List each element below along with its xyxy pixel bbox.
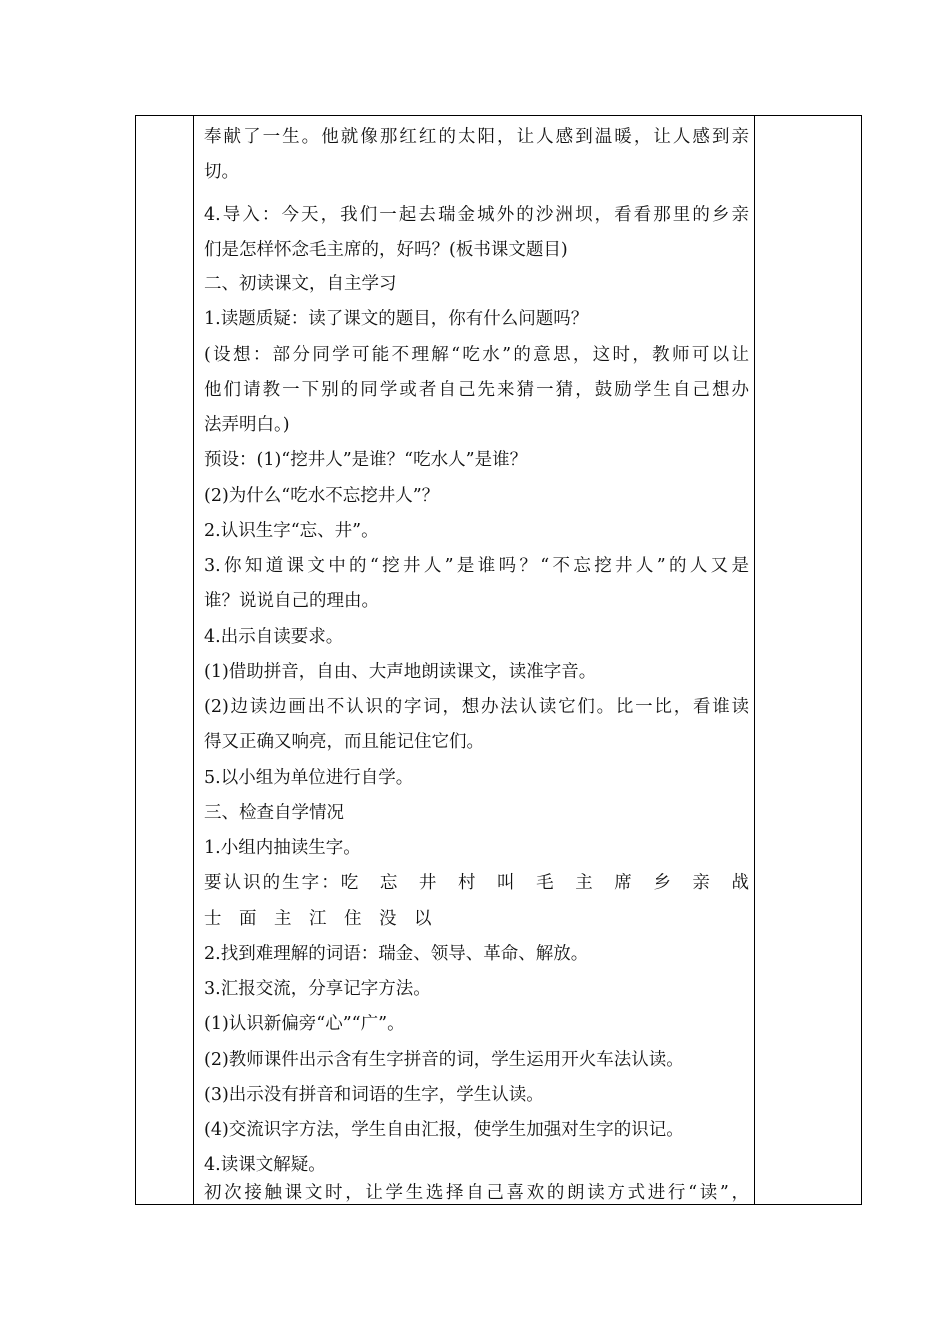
text-line: 切。: [204, 162, 239, 182]
text-line: 初次接触课文时，让学生选择自己喜欢的朗读方式进行“读”，: [204, 1183, 749, 1203]
text-line: 他们请教一下别的同学或者自己先来猜一猜，鼓励学生自己想办: [204, 380, 749, 400]
text-line: (2)为什么“吃水不忘挖井人”？: [204, 486, 440, 506]
text-line: 3.你知道课文中的“挖井人”是谁吗？“不忘挖井人”的人又是: [204, 556, 749, 576]
text-line: 4.读课文解疑。: [204, 1155, 326, 1175]
text-line: (3)出示没有拼音和词语的生字，学生认读。: [204, 1085, 544, 1105]
text-line: 5.以小组为单位进行自学。: [204, 768, 414, 788]
text-line: 2.找到难理解的词语：瑞金、领导、革命、解放。: [204, 944, 589, 964]
text-line: (1)借助拼音，自由、大声地朗读课文，读准字音。: [204, 662, 597, 682]
text-line: (2)教师课件出示含有生字拼音的词，学生运用开火车法认读。: [204, 1050, 684, 1070]
column-divider-left: [193, 116, 194, 1204]
text-line: (设想：部分同学可能不理解“吃水”的意思，这时，教师可以让: [204, 345, 749, 365]
text-line: (1)认识新偏旁“心”“广”。: [204, 1014, 405, 1034]
section-heading: 二、初读课文，自主学习: [204, 274, 397, 294]
text-line: 谁？说说自己的理由。: [204, 591, 379, 611]
section-heading: 三、检查自学情况: [204, 803, 344, 823]
text-line: 2.认识生字“忘、井”。: [204, 521, 379, 541]
text-line: 3.汇报交流，分享记字方法。: [204, 979, 431, 999]
text-line: 预设：(1)“挖井人”是谁？“吃水人”是谁？: [204, 450, 528, 470]
column-divider-right: [754, 116, 755, 1204]
text-line: 奉献了一生。他就像那红红的太阳，让人感到温暖，让人感到亲: [204, 127, 749, 147]
text-line: (4)交流识字方法，学生自由汇报，使学生加强对生字的识记。: [204, 1120, 684, 1140]
text-line: 士 面 主 江 住 没 以: [204, 909, 432, 929]
text-line: 4.导入：今天，我们一起去瑞金城外的沙洲坝，看看那里的乡亲: [204, 205, 749, 225]
lesson-plan-table: [135, 115, 862, 1205]
text-line: 要认识的生字：吃 忘 井 村 叫 毛 主 席 乡 亲 战: [204, 873, 749, 893]
text-line: 1.读题质疑：读了课文的题目，你有什么问题吗？: [204, 309, 589, 329]
text-line: (2)边读边画出不认识的字词，想办法认读它们。比一比，看谁读: [204, 697, 749, 717]
text-line: 得又正确又响亮，而且能记住它们。: [204, 732, 484, 752]
text-line: 法弄明白。): [204, 415, 290, 435]
text-line: 4.出示自读要求。: [204, 627, 344, 647]
text-line: 1.小组内抽读生字。: [204, 838, 361, 858]
text-line: 们是怎样怀念毛主席的，好吗？(板书课文题目): [204, 240, 568, 260]
